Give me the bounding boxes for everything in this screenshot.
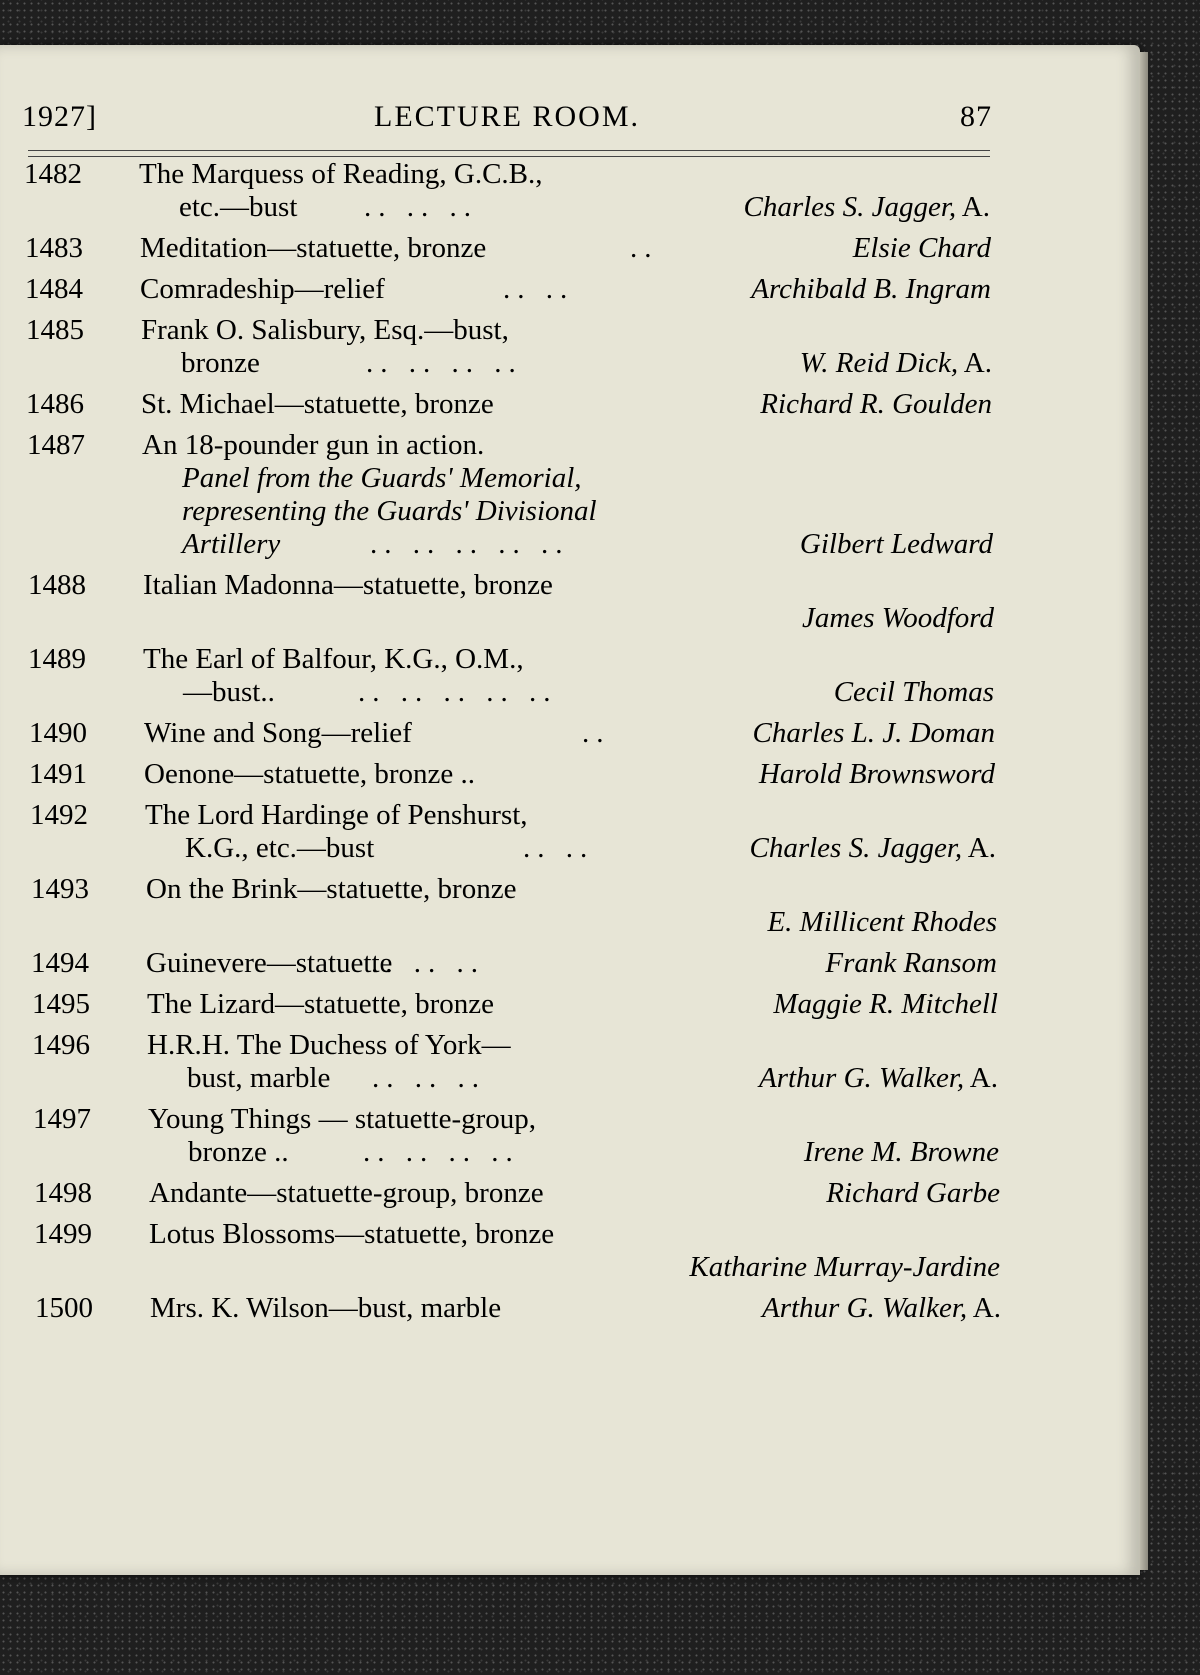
catalogue-number: 1492 bbox=[30, 799, 88, 831]
leader-dots: .. .. .. .. .. bbox=[370, 528, 570, 560]
catalogue-entry bbox=[24, 388, 1004, 429]
artist-name-text: Frank Ransom bbox=[825, 947, 997, 979]
catalogue-number: 1495 bbox=[32, 988, 90, 1020]
leader-dots: .. .. .. .. bbox=[363, 1136, 520, 1168]
catalogue-entry bbox=[24, 158, 1004, 232]
artist-name bbox=[834, 676, 994, 709]
entry-line bbox=[24, 273, 1004, 306]
entry-line bbox=[24, 1029, 1004, 1062]
catalogue-entry bbox=[24, 1292, 1004, 1333]
running-head-year: 1927] bbox=[22, 100, 97, 133]
page-edge bbox=[1140, 52, 1148, 1570]
catalogue-entry bbox=[24, 1218, 1004, 1292]
artist-name-text: Charles L. J. Doman bbox=[752, 717, 995, 749]
work-title: bronze bbox=[181, 347, 260, 379]
work-title: The Lord Hardinge of Penshurst, bbox=[145, 799, 528, 831]
entry-line bbox=[24, 429, 1004, 462]
artist-name bbox=[751, 273, 991, 306]
artist-name bbox=[804, 1136, 999, 1169]
artist-name-text: Arthur G. Walker, bbox=[759, 1062, 965, 1094]
work-title: St. Michael—statuette, bronze bbox=[141, 388, 494, 420]
artist-name-text: Cecil Thomas bbox=[833, 676, 994, 708]
leader-dots: .. bbox=[630, 232, 659, 264]
entry-line bbox=[24, 1218, 1004, 1251]
academician-suffix: A. bbox=[962, 832, 996, 864]
catalogue-entry bbox=[24, 643, 1004, 717]
leader-dots: .. .. .. bbox=[372, 1062, 486, 1094]
catalogue-number: 1487 bbox=[27, 429, 85, 461]
work-title: Italian Madonna—statuette, bronze bbox=[143, 569, 553, 601]
entry-line bbox=[24, 388, 1004, 421]
entry-line bbox=[24, 347, 1004, 380]
entry-line bbox=[24, 462, 1004, 495]
leader-dots: .. .. bbox=[523, 832, 595, 864]
catalogue-number: 1491 bbox=[29, 758, 87, 790]
entry-line bbox=[24, 906, 1004, 939]
entry-line bbox=[24, 158, 1004, 191]
artist-name bbox=[800, 347, 992, 380]
work-title: Comradeship—relief bbox=[140, 273, 385, 305]
artist-name-text: Katharine Murray-Jardine bbox=[689, 1251, 1000, 1283]
catalogue-number: 1499 bbox=[34, 1218, 92, 1250]
work-title: Wine and Song—relief bbox=[144, 717, 412, 749]
artist-name-text: Maggie R. Mitchell bbox=[773, 988, 998, 1020]
artist-name bbox=[743, 191, 990, 224]
catalogue-number: 1482 bbox=[24, 158, 82, 190]
work-title: The Earl of Balfour, K.G., O.M., bbox=[143, 643, 524, 675]
catalogue-number: 1484 bbox=[25, 273, 83, 305]
work-title: Andante—statuette-group, bronze bbox=[149, 1177, 544, 1209]
entry-line bbox=[24, 602, 1004, 635]
artist-name-text: Irene M. Browne bbox=[803, 1136, 999, 1168]
entry-line bbox=[24, 717, 1004, 750]
entry-line bbox=[24, 832, 1004, 865]
entry-spacer bbox=[24, 750, 1004, 758]
artist-name-text: Archibald B. Ingram bbox=[751, 273, 991, 305]
work-title: Meditation—statuette, bronze bbox=[140, 232, 487, 264]
catalogue-entry bbox=[24, 947, 1004, 988]
catalogue-entries bbox=[24, 158, 1004, 1333]
artist-name bbox=[762, 1292, 1001, 1325]
work-title: Oenone—statuette, bronze .. bbox=[144, 758, 475, 790]
work-title: The Lizard—statuette, bronze bbox=[147, 988, 495, 1020]
entry-line bbox=[24, 1177, 1004, 1210]
entry-line bbox=[24, 799, 1004, 832]
entry-line bbox=[24, 1103, 1004, 1136]
entry-line bbox=[24, 495, 1004, 528]
entry-spacer bbox=[24, 561, 1004, 569]
academician-suffix: A. bbox=[967, 1292, 1001, 1324]
catalogue-number: 1497 bbox=[33, 1103, 91, 1135]
entry-spacer bbox=[24, 791, 1004, 799]
work-title: Young Things — statuette-group, bbox=[148, 1103, 537, 1135]
work-title: bronze .. bbox=[188, 1136, 289, 1168]
artist-name-text: Richard R. Goulden bbox=[760, 388, 992, 420]
artist-name bbox=[760, 388, 992, 421]
work-title: Guinevere—statuette bbox=[146, 947, 393, 979]
work-title: etc.—bust bbox=[179, 191, 298, 223]
entry-line bbox=[24, 1136, 1004, 1169]
entry-line bbox=[24, 873, 1004, 906]
academician-suffix: A. bbox=[956, 191, 990, 223]
work-title: Lotus Blossoms—statuette, bronze bbox=[149, 1218, 555, 1250]
catalogue-entry bbox=[24, 429, 1004, 569]
entry-spacer bbox=[24, 1325, 1004, 1333]
entry-line bbox=[24, 643, 1004, 676]
artist-name bbox=[800, 528, 993, 561]
work-title: Frank O. Salisbury, Esq.—bust, bbox=[141, 314, 509, 346]
entry-spacer bbox=[24, 635, 1004, 643]
entry-line bbox=[24, 191, 1004, 224]
artist-name-text: Arthur G. Walker, bbox=[762, 1292, 968, 1324]
entry-spacer bbox=[24, 1021, 1004, 1029]
artist-name-text: W. Reid Dick, bbox=[799, 347, 959, 379]
entry-line bbox=[24, 758, 1004, 791]
catalogue-number: 1494 bbox=[31, 947, 89, 979]
running-head-title: LECTURE ROOM. bbox=[374, 100, 640, 133]
leader-dots: .. .. bbox=[503, 273, 575, 305]
entry-spacer bbox=[24, 224, 1004, 232]
entry-line bbox=[24, 1062, 1004, 1095]
artist-name-text: James Woodford bbox=[802, 602, 994, 634]
entry-line bbox=[24, 1292, 1004, 1325]
entry-spacer bbox=[24, 306, 1004, 314]
artist-name bbox=[749, 832, 996, 865]
artist-name bbox=[773, 988, 998, 1021]
catalogue-entry bbox=[24, 232, 1004, 273]
entry-line bbox=[24, 947, 1004, 980]
artist-name-text: Gilbert Ledward bbox=[799, 528, 993, 560]
artist-name bbox=[767, 906, 997, 939]
entry-line bbox=[24, 528, 1004, 561]
entry-spacer bbox=[24, 980, 1004, 988]
catalogue-entry bbox=[24, 273, 1004, 314]
entry-spacer bbox=[24, 865, 1004, 873]
entry-line bbox=[24, 676, 1004, 709]
artist-name-text: Richard Garbe bbox=[826, 1177, 1000, 1209]
artist-name-text: E. Millicent Rhodes bbox=[767, 906, 997, 938]
catalogue-number: 1489 bbox=[28, 643, 86, 675]
catalogue-entry bbox=[24, 569, 1004, 643]
leader-dots: .. .. .. .. bbox=[366, 347, 523, 379]
catalogue-entry bbox=[24, 799, 1004, 873]
artist-name-text: Charles S. Jagger, bbox=[749, 832, 963, 864]
leader-dots: .. .. .. bbox=[364, 191, 478, 223]
catalogue-entry bbox=[24, 1029, 1004, 1103]
catalogue-number: 1496 bbox=[32, 1029, 90, 1061]
entry-line bbox=[24, 314, 1004, 347]
catalogue-entry bbox=[24, 873, 1004, 947]
artist-name bbox=[759, 1062, 998, 1095]
catalogue-entry bbox=[24, 717, 1004, 758]
leader-dots: .. bbox=[582, 717, 611, 749]
catalogue-entry bbox=[24, 758, 1004, 799]
catalogue-entry bbox=[24, 988, 1004, 1029]
leader-dots: .. .. .. .. .. bbox=[358, 676, 558, 708]
entry-spacer bbox=[24, 709, 1004, 717]
work-title: An 18-pounder gun in action. bbox=[142, 429, 485, 461]
entry-line bbox=[24, 988, 1004, 1021]
entry-line bbox=[24, 232, 1004, 265]
entry-spacer bbox=[24, 939, 1004, 947]
work-title: Panel from the Guards' Memorial, bbox=[182, 462, 582, 494]
catalogue-number: 1493 bbox=[31, 873, 89, 905]
entry-spacer bbox=[24, 380, 1004, 388]
academician-suffix: A. bbox=[958, 347, 992, 379]
entry-line bbox=[24, 1251, 1004, 1284]
artist-name-text: Elsie Chard bbox=[852, 232, 991, 264]
catalogue-entry bbox=[24, 1103, 1004, 1177]
page-number: 87 bbox=[960, 100, 992, 133]
catalogue-number: 1485 bbox=[26, 314, 84, 346]
leader-dots: .. .. .. bbox=[371, 947, 485, 979]
work-title: Artillery bbox=[182, 528, 281, 560]
catalogue-number: 1490 bbox=[29, 717, 87, 749]
artist-name-text: Charles S. Jagger, bbox=[743, 191, 957, 223]
work-title: bust, marble bbox=[187, 1062, 331, 1094]
artist-name-text: Harold Brownsword bbox=[758, 758, 995, 790]
work-title: The Marquess of Reading, G.C.B., bbox=[139, 158, 543, 190]
artist-name bbox=[826, 1177, 1000, 1210]
artist-name bbox=[825, 947, 997, 980]
catalogue-entry bbox=[24, 1177, 1004, 1218]
artist-name bbox=[753, 717, 995, 750]
catalogue-number: 1486 bbox=[26, 388, 84, 420]
header-double-rule bbox=[28, 150, 990, 157]
catalogue-number: 1498 bbox=[34, 1177, 92, 1209]
entry-spacer bbox=[24, 1284, 1004, 1292]
artist-name bbox=[759, 758, 995, 791]
entry-line bbox=[24, 569, 1004, 602]
entry-spacer bbox=[24, 265, 1004, 273]
work-title: On the Brink—statuette, bronze bbox=[146, 873, 517, 905]
entry-spacer bbox=[24, 421, 1004, 429]
artist-name bbox=[689, 1251, 1000, 1284]
entry-spacer bbox=[24, 1169, 1004, 1177]
catalogue-entry bbox=[24, 314, 1004, 388]
entry-spacer bbox=[24, 1095, 1004, 1103]
running-head bbox=[22, 100, 992, 150]
catalogue-number: 1488 bbox=[28, 569, 86, 601]
work-title: —bust.. bbox=[183, 676, 275, 708]
work-title: representing the Guards' Divisional bbox=[182, 495, 597, 527]
work-title: Mrs. K. Wilson—bust, marble bbox=[150, 1292, 502, 1324]
entry-spacer bbox=[24, 1210, 1004, 1218]
artist-name bbox=[802, 602, 994, 635]
catalogue-number: 1500 bbox=[35, 1292, 93, 1324]
artist-name bbox=[853, 232, 991, 265]
academician-suffix: A. bbox=[964, 1062, 998, 1094]
work-title: K.G., etc.—bust bbox=[185, 832, 375, 864]
catalogue-number: 1483 bbox=[25, 232, 83, 264]
work-title: H.R.H. The Duchess of York— bbox=[147, 1029, 511, 1061]
